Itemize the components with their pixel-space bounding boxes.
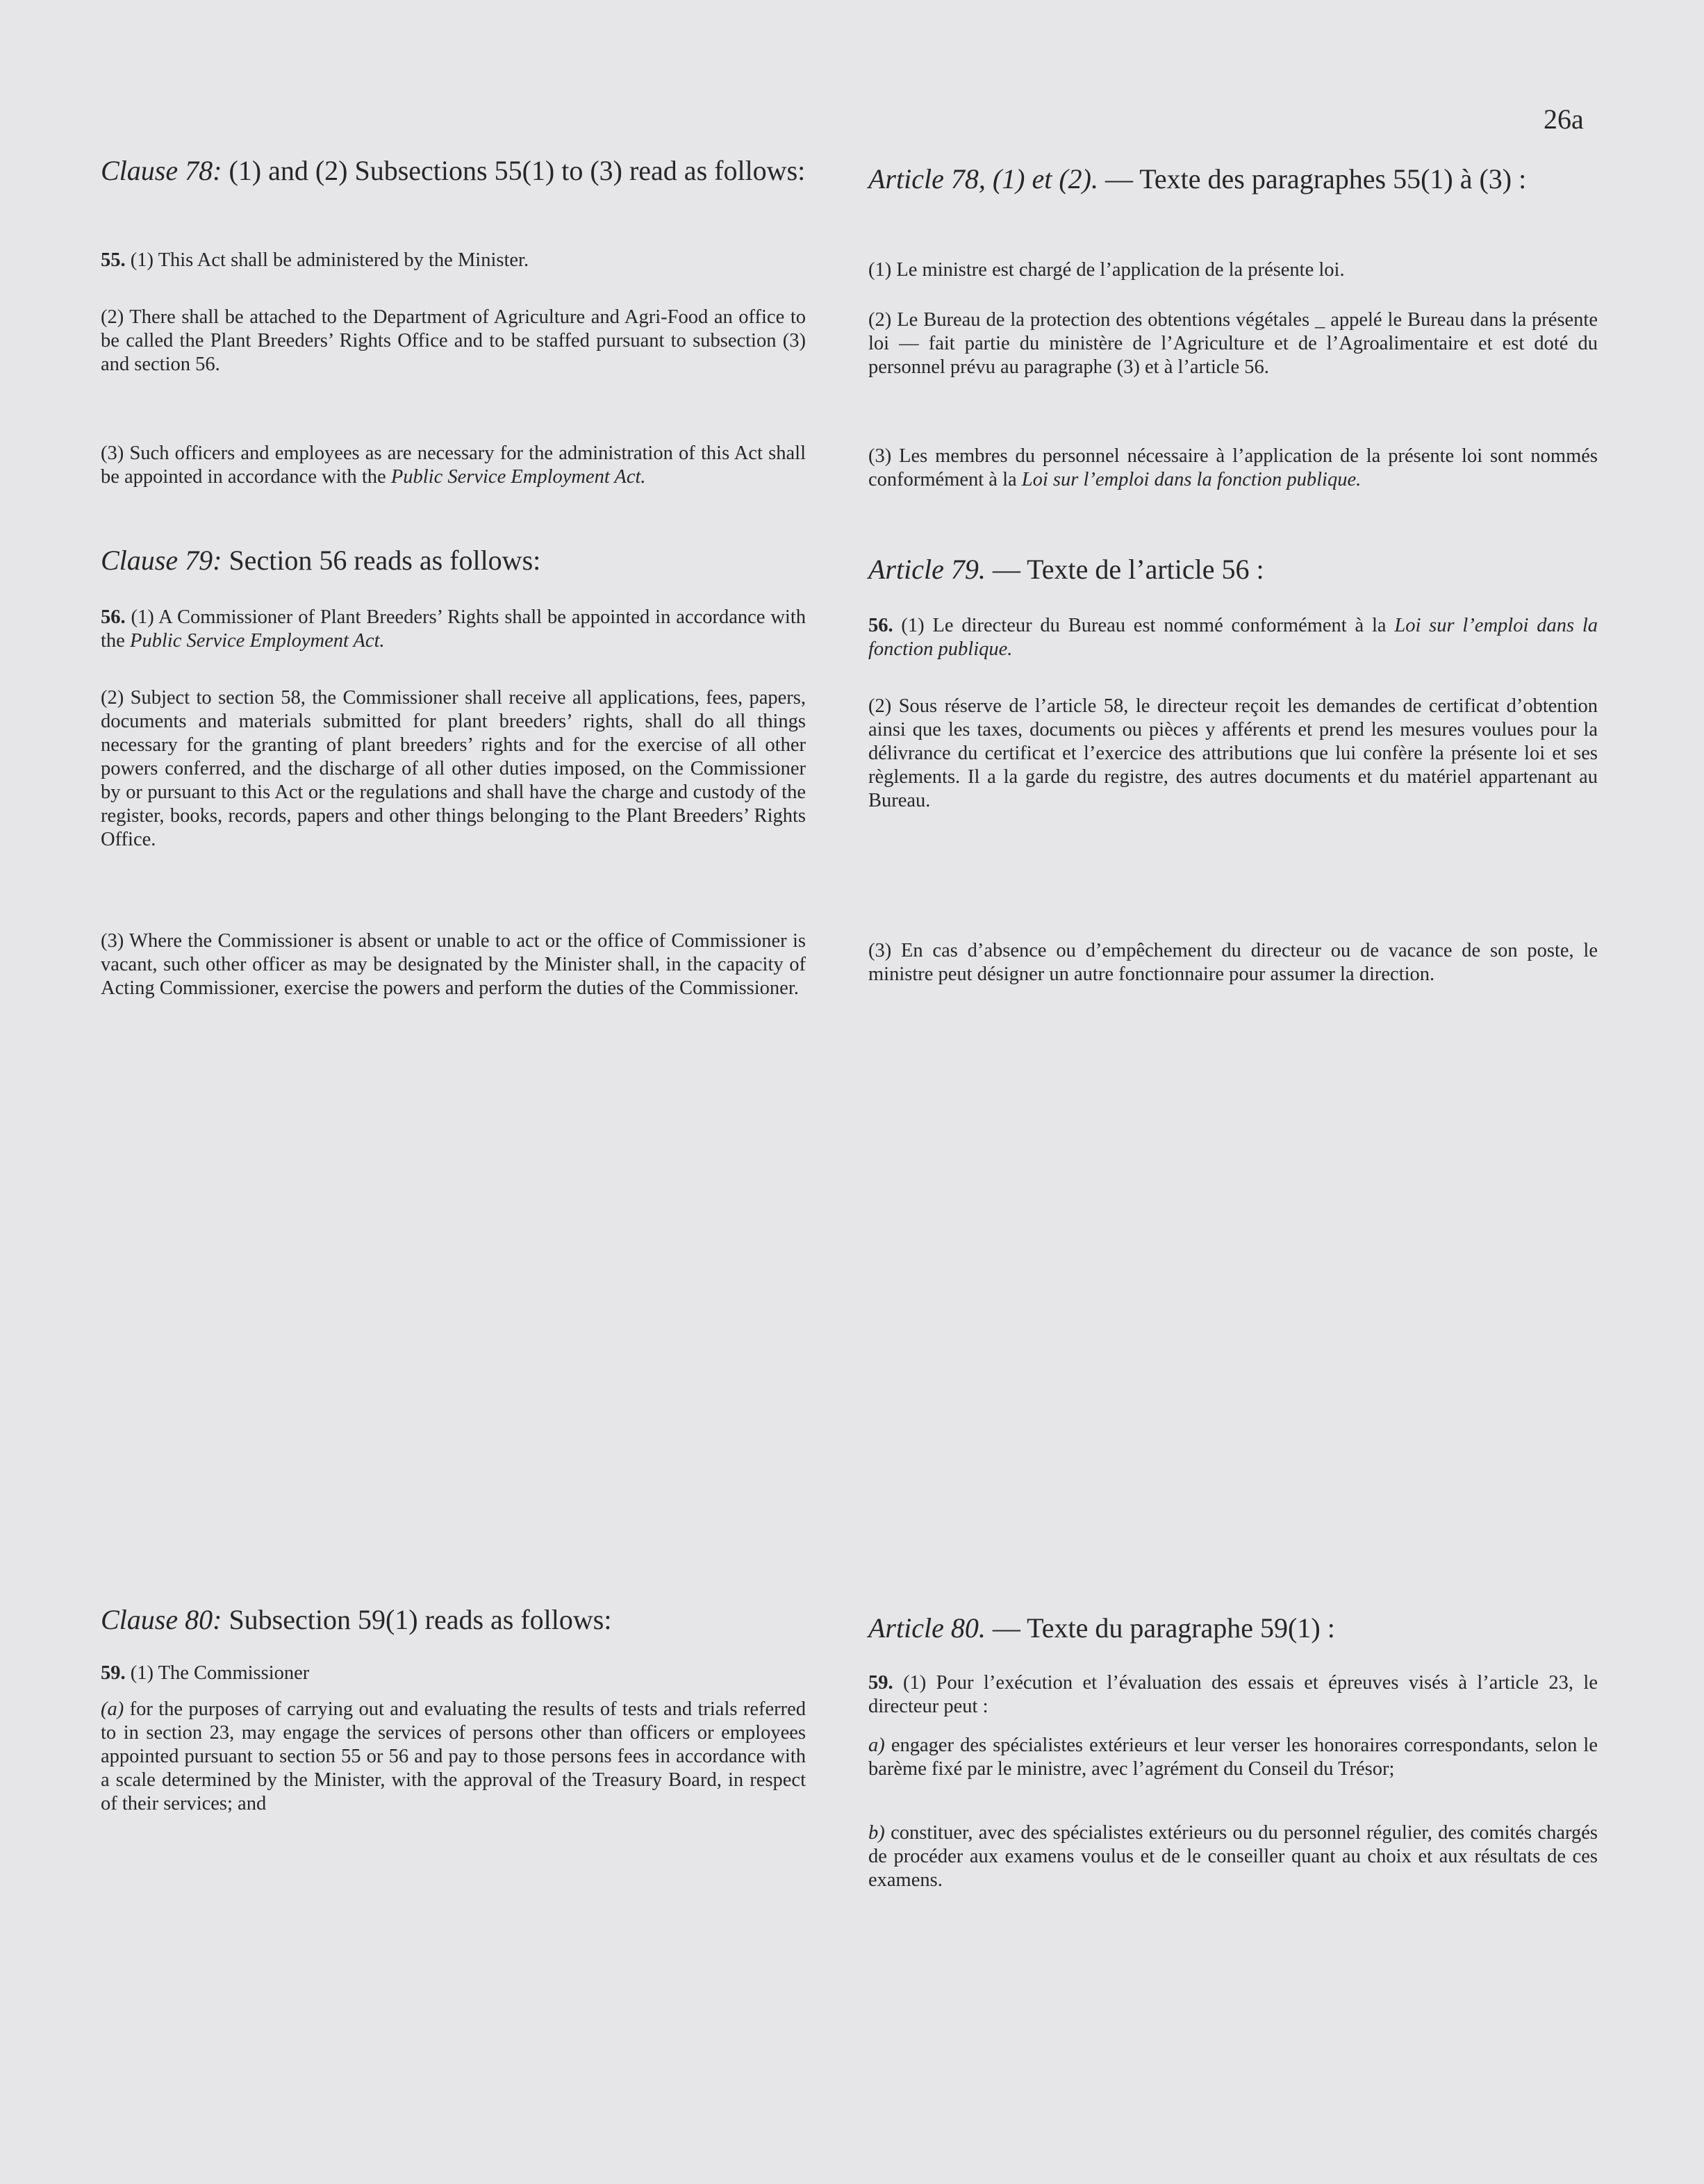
section-text: (1) This Act shall be administered by the Minister. bbox=[125, 249, 529, 271]
article-80-title: — Texte du paragraphe 59(1) : bbox=[985, 1612, 1335, 1644]
paragraph-label: (a) bbox=[101, 1698, 124, 1720]
clause-78-heading bbox=[101, 154, 806, 188]
article-number: 59. bbox=[868, 1672, 893, 1694]
section-number: 55. bbox=[101, 249, 126, 271]
article-text: (1) Le directeur du Bureau est nommé conformément à la bbox=[893, 615, 1395, 636]
section-56-1 bbox=[101, 606, 806, 653]
article-59-1-b bbox=[868, 1821, 1598, 1892]
article-55-2: (2) Le Bureau de la protection des obtentions végétales _ appelé le Bureau dans la présente loi — fait partie du ministère de l’Agriculture et de l’Agroalimentaire et est doté du personnel prévu au paragraphe (3) et à l’article 56. bbox=[868, 309, 1598, 378]
section-number: 56. bbox=[101, 606, 126, 628]
section-55-1 bbox=[101, 249, 806, 272]
clause-79-label: Clause 79: bbox=[101, 545, 222, 576]
page-number: 26a bbox=[1544, 104, 1584, 135]
clause-79-heading bbox=[101, 544, 806, 577]
clause-78-title: (1) and (2) Subsections 55(1) to (3) read as follows: bbox=[222, 155, 806, 186]
article-55-1: (1) Le ministre est chargé de l’application de la présente loi. bbox=[868, 259, 1345, 281]
article-text: (1) Pour l’exécution et l’évaluation des essais et épreuves visés à l’article 23, le directeur peut : bbox=[868, 1672, 1598, 1717]
section-55-2: (2) There shall be attached to the Department of Agriculture and Agri-Food an office to be called the Plant Breeders’ Rights Office and to be staffed pursuant to subsection (3) and section 56. bbox=[101, 306, 806, 375]
section-number: 59. bbox=[101, 1662, 126, 1684]
article-59-1-a bbox=[868, 1734, 1598, 1781]
section-text: (1) A Commissioner of Plant Breeders’ Rights shall be appointed in accordance with the bbox=[101, 606, 806, 652]
article-79-title: — Texte de l’article 56 : bbox=[985, 554, 1264, 585]
article-55-3 bbox=[868, 445, 1598, 492]
act-name: Public Service Employment Act. bbox=[390, 466, 646, 488]
article-78-title: — Texte des paragraphes 55(1) à (3) : bbox=[1098, 163, 1527, 195]
article-79-label: Article 79. bbox=[868, 554, 986, 585]
clause-78-label: Clause 78: bbox=[101, 155, 222, 186]
section-56-2: (2) Subject to section 58, the Commissioner shall receive all applications, fees, papers, documents and materials submitted for plant breeders’ rights, shall do all things necessary for the granting of plant breeders’ rights and for the exercise of all other powers conferred, and the discharge of all other duties imposed, on the Commissioner by or pursuant to this Act or the regulations and shall have the charge and custody of the register, books, records, papers and other things belonging to the Plant Breeders’ Rights Office. bbox=[101, 687, 806, 850]
article-56-3: (3) En cas d’absence ou d’empêchement du directeur ou de vacance de son poste, le ministre peut désigner un autre fonctionnaire pour assumer la direction. bbox=[868, 940, 1598, 985]
section-text: (1) The Commissioner bbox=[125, 1662, 310, 1684]
clause-79-title: Section 56 reads as follows: bbox=[222, 545, 541, 576]
clause-80-heading bbox=[101, 1603, 806, 1637]
article-59-1 bbox=[868, 1671, 1598, 1719]
section-59-1 bbox=[101, 1662, 806, 1685]
article-text: (3) Les membres du personnel nécessaire à l’application de la présente loi sont nommés conformément à la bbox=[868, 445, 1598, 490]
article-56-1 bbox=[868, 614, 1598, 661]
article-79-heading bbox=[868, 553, 1598, 586]
paragraph-text: for the purposes of carrying out and evaluating the results of tests and trials referred to in section 23, may engage the services of persons other than officers or employees appointed pursuant to section 55 or 56 and pay to those persons fees in accordance with a scale determined by the Minister, with the approval of the Treasury Board, in respect of their services; and bbox=[101, 1698, 806, 1814]
clause-80-title: Subsection 59(1) reads as follows: bbox=[222, 1604, 612, 1635]
article-80-heading bbox=[868, 1612, 1598, 1645]
article-number: 56. bbox=[868, 615, 893, 636]
paragraph-label: b) bbox=[868, 1822, 885, 1844]
article-80-label: Article 80. bbox=[868, 1612, 986, 1644]
act-name: Public Service Employment Act. bbox=[129, 630, 385, 652]
article-56-2: (2) Sous réserve de l’article 58, le directeur reçoit les demandes de certificat d’obtention ainsi que les taxes, documents ou pièces y afférents et prend les mesures voulues pour la délivrance du certificat et l’exercice des attributions que lui confère la présente loi et ses règlements. Il a la garde du registre, des autres documents et du matériel appartenant au Bureau. bbox=[868, 695, 1598, 811]
section-55-3 bbox=[101, 442, 806, 489]
article-78-label: Article 78, (1) et (2). bbox=[868, 163, 1098, 195]
paragraph-label: a) bbox=[868, 1735, 885, 1756]
clause-80-label: Clause 80: bbox=[101, 1604, 222, 1635]
section-59-1-a bbox=[101, 1698, 806, 1816]
act-name: Loi sur l’emploi dans la fonction publique. bbox=[1021, 469, 1362, 490]
article-78-heading bbox=[868, 163, 1598, 196]
paragraph-text: constituer, avec des spécialistes extérieurs ou du personnel régulier, des comités chargés de procéder aux examens voulus et de le conseiller quant au choix et aux résultats de ces examens. bbox=[868, 1822, 1598, 1891]
section-text: (3) Such officers and employees as are necessary for the administration of this Act shall be appointed in accordance with the bbox=[101, 442, 806, 488]
paragraph-text: engager des spécialistes extérieurs et leur verser les honoraires correspondants, selon le barème fixé par le ministre, avec l’agrément du Conseil du Trésor; bbox=[868, 1735, 1598, 1780]
act-name: Loi sur l’emploi dans la fonction publique. bbox=[868, 615, 1598, 660]
section-56-3: (3) Where the Commissioner is absent or unable to act or the office of Commissioner is vacant, such other officer as may be designated by the Minister shall, in the capacity of Acting Commissioner, exercise the powers and perform the duties of the Commissioner. bbox=[101, 930, 806, 999]
